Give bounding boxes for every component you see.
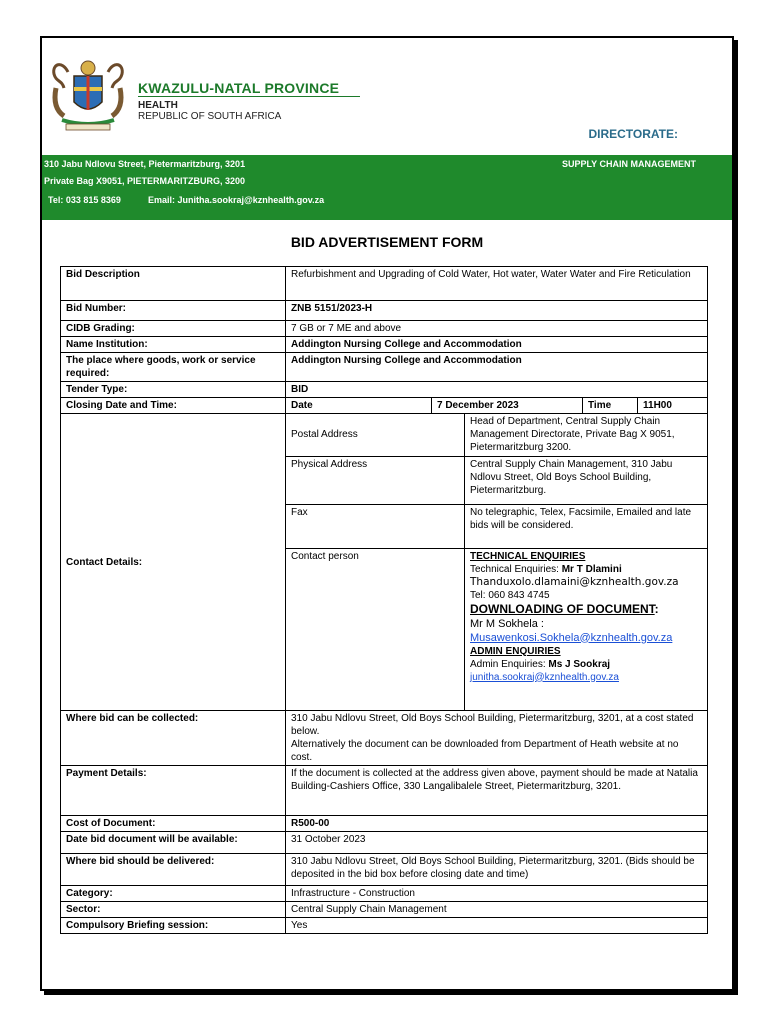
physical-value: Central Supply Chain Management, 310 Jabu Ndlovu Street, Old Boys School Building, Pietermaritzburg.: [465, 456, 708, 504]
download-contact: Mr M Sokhela :: [470, 617, 544, 630]
label: Tender Type:: [61, 382, 286, 398]
fax-value: No telegraphic, Telex, Facsimile, Emailed and late bids will be considered.: [465, 504, 708, 548]
label: Payment Details:: [61, 766, 286, 816]
technical-name: Mr T Dlamini: [561, 563, 622, 575]
closing-inner: [286, 398, 707, 413]
label: Bid Number:: [61, 301, 286, 321]
value: BID: [286, 382, 708, 398]
contact-cell: [286, 414, 708, 711]
country-name: REPUBLIC OF SOUTH AFRICA: [138, 111, 282, 122]
row-place: [61, 353, 708, 382]
postal-value: Head of Department, Central Supply Chain Management Directorate, Private Bag X 9051, Pietermaritzburg 3200.: [465, 414, 708, 456]
admin-heading: ADMIN ENQUIRIES: [470, 645, 561, 657]
label: Bid Description: [61, 267, 286, 301]
label: Sector:: [61, 902, 286, 918]
label: Contact Details:: [61, 414, 286, 711]
closing-time: 11H00: [643, 400, 672, 411]
row-institution: [61, 337, 708, 353]
time-label: Time: [583, 398, 638, 413]
value: 310 Jabu Ndlovu Street, Old Boys School Building, Pietermaritzburg, 3201. (Bids should be deposited in the bid box before closing date and time): [286, 854, 708, 886]
download-heading: DOWNLOADING OF DOCUMENT: [470, 601, 655, 616]
value: Addington Nursing College and Accommodation: [286, 337, 708, 353]
row-collected: [61, 711, 708, 766]
label: Category:: [61, 886, 286, 902]
telephone: Tel: 033 815 8369: [48, 195, 121, 205]
label: Name Institution:: [61, 337, 286, 353]
email: Email: Junitha.sookraj@kznhealth.gov.za: [148, 195, 325, 205]
label: The place where goods, work or service required:: [61, 353, 286, 382]
row-briefing: [61, 918, 708, 934]
contact-person-value: [465, 548, 708, 710]
row-available: [61, 832, 708, 854]
row-bid-description: [61, 267, 708, 301]
download-colon: :: [654, 601, 659, 616]
directorate-name: SUPPLY CHAIN MANAGEMENT: [561, 159, 696, 169]
contact-person-label: Contact person: [286, 548, 465, 710]
label: Compulsory Briefing session:: [61, 918, 286, 934]
bid-form-page: [40, 36, 734, 991]
value: Central Supply Chain Management: [286, 902, 708, 918]
form-title: BID ADVERTISEMENT FORM: [290, 234, 484, 250]
download-heading-line: [470, 602, 702, 617]
value: Refurbishment and Upgrading of Cold Water, Hot water, Water Water and Fire Reticulation: [286, 267, 708, 301]
value: 7 GB or 7 ME and above: [286, 321, 708, 337]
label: CIDB Grading:: [61, 321, 286, 337]
row-contact: [61, 414, 708, 711]
download-email-link[interactable]: Musawenkosi.Sokhela@kznhealth.gov.za: [470, 631, 673, 644]
row-sector: [61, 902, 708, 918]
technical-email[interactable]: Thanduxolo.dlamaini@kznhealth.gov.za: [470, 575, 679, 588]
value: R500-00: [286, 816, 708, 832]
header-rule: [138, 96, 360, 97]
admin-email-link[interactable]: junitha.sookraj@kznhealth.gov.za: [470, 671, 619, 683]
row-tender-type: [61, 382, 708, 398]
label: Closing Date and Time:: [61, 398, 286, 414]
value: ZNB 5151/2023-H: [286, 301, 708, 321]
label: Where bid can be collected:: [61, 711, 286, 766]
kzn-coat-of-arms-icon: [48, 58, 128, 134]
technical-enquiries: [470, 563, 702, 576]
address-line-2: Private Bag X9051, PIETERMARITZBURG, 3200: [44, 176, 246, 186]
value: [286, 711, 708, 766]
bid-details-table: [60, 266, 708, 934]
download-alternative-text: Alternatively the document can be downloaded from Department of Heath website at no cost.: [291, 739, 679, 763]
technical-prefix: Technical Enquiries:: [470, 563, 562, 575]
row-delivered: [61, 854, 708, 886]
technical-heading: TECHNICAL ENQUIRIES: [470, 550, 586, 562]
label: Cost of Document:: [61, 816, 286, 832]
admin-prefix: Admin Enquiries:: [470, 658, 549, 670]
admin-enquiries: [470, 658, 702, 671]
date-label: Date: [286, 398, 432, 413]
value: 31 October 2023: [286, 832, 708, 854]
directorate-label: DIRECTORATE:: [588, 127, 678, 141]
label: Where bid should be delivered:: [61, 854, 286, 886]
row-payment: [61, 766, 708, 816]
contact-table: [286, 414, 707, 710]
collected-text: 310 Jabu Ndlovu Street, Old Boys School Building, Pietermaritzburg, 3201, at a cost stated below.: [291, 713, 694, 737]
postal-label: Postal Address: [286, 414, 465, 456]
address-line-1: 310 Jabu Ndlovu Street, Pietermaritzburg, 3201: [44, 159, 246, 169]
admin-name: Ms J Sookraj: [548, 658, 611, 670]
closing-date: 7 December 2023: [432, 398, 583, 413]
contact-band: [42, 155, 732, 220]
province-name: KWAZULU-NATAL PROVINCE: [138, 80, 340, 96]
value: Addington Nursing College and Accommodation: [286, 353, 708, 382]
label: Date bid document will be available:: [61, 832, 286, 854]
row-cidb: [61, 321, 708, 337]
value: Yes: [286, 918, 708, 934]
fax-label: Fax: [286, 504, 465, 548]
row-closing: [61, 398, 708, 414]
row-category: [61, 886, 708, 902]
row-cost: [61, 816, 708, 832]
closing-cell: [286, 398, 708, 414]
physical-label: Physical Address: [286, 456, 465, 504]
department-name: HEALTH: [138, 100, 178, 111]
value: Infrastructure - Construction: [286, 886, 708, 902]
technical-tel: Tel: 060 843 4745: [470, 589, 550, 601]
row-bid-number: [61, 301, 708, 321]
value: If the document is collected at the address given above, payment should be made at Natalia Building-Cashiers Office, 330 Langalibalele Street, Pietermaritzburg, 3201.: [286, 766, 708, 816]
